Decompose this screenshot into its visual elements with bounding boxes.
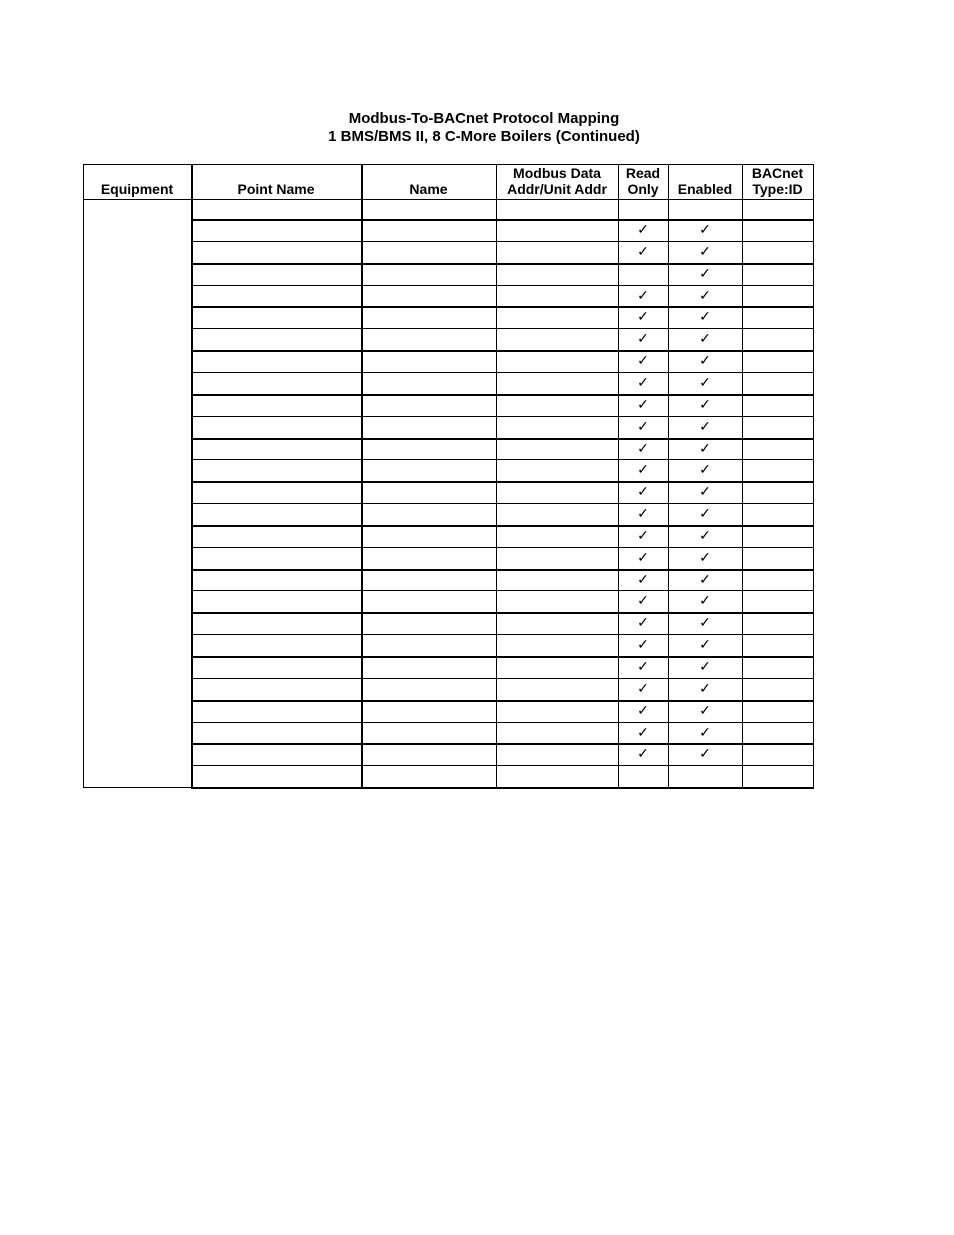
- header-read-line2: Only: [627, 181, 659, 197]
- read-only-check-icon: ✓: [637, 440, 649, 456]
- row-divider: [191, 634, 814, 635]
- read-only-check-icon: ✓: [637, 418, 649, 434]
- read-only-check-icon: ✓: [637, 396, 649, 412]
- read-only-check-icon: ✓: [637, 745, 649, 761]
- row-divider: [191, 459, 814, 460]
- enabled-check-icon: ✓: [699, 614, 711, 630]
- read-only-check-icon: ✓: [637, 287, 649, 303]
- read-only-check-icon: ✓: [637, 330, 649, 346]
- read-only-check-icon: ✓: [637, 308, 649, 324]
- read-only-check-icon: ✓: [637, 483, 649, 499]
- column-divider: [496, 164, 497, 788]
- read-only-check-icon: ✓: [637, 636, 649, 652]
- enabled-check-icon: ✓: [699, 702, 711, 718]
- header-name: Name: [409, 181, 448, 197]
- row-divider: [191, 372, 814, 373]
- read-only-check-icon: ✓: [637, 352, 649, 368]
- column-divider: [191, 164, 193, 788]
- page-subtitle: 1 BMS/BMS II, 8 C-More Boilers (Continued): [328, 128, 640, 145]
- read-only-check-icon: ✓: [637, 724, 649, 740]
- header-bacnet-line1: BACnet: [751, 165, 804, 181]
- mapping-table: [83, 164, 814, 788]
- row-divider: [191, 590, 814, 591]
- column-divider: [742, 164, 743, 788]
- header-modbus-line1: Modbus Data: [513, 165, 601, 181]
- read-only-check-icon: ✓: [637, 374, 649, 390]
- read-only-check-icon: ✓: [637, 221, 649, 237]
- column-divider: [361, 164, 363, 788]
- read-only-check-icon: ✓: [637, 614, 649, 630]
- enabled-check-icon: ✓: [699, 221, 711, 237]
- enabled-check-icon: ✓: [699, 440, 711, 456]
- enabled-check-icon: ✓: [699, 724, 711, 740]
- row-divider: [191, 285, 814, 286]
- read-only-check-icon: ✓: [637, 527, 649, 543]
- read-only-check-icon: ✓: [637, 461, 649, 477]
- header-read-line1: Read: [625, 165, 661, 181]
- header-modbus-line2: Addr/Unit Addr: [507, 181, 607, 197]
- read-only-check-icon: ✓: [637, 505, 649, 521]
- enabled-check-icon: ✓: [699, 636, 711, 652]
- enabled-check-icon: ✓: [699, 243, 711, 259]
- row-divider: [191, 503, 814, 504]
- row-divider: [191, 722, 814, 723]
- enabled-check-icon: ✓: [699, 571, 711, 587]
- enabled-check-icon: ✓: [699, 658, 711, 674]
- enabled-check-icon: ✓: [699, 308, 711, 324]
- enabled-check-icon: ✓: [699, 483, 711, 499]
- read-only-check-icon: ✓: [637, 680, 649, 696]
- row-divider: [191, 765, 814, 766]
- enabled-check-icon: ✓: [699, 745, 711, 761]
- row-divider: [191, 787, 814, 789]
- table-border-right: [813, 164, 814, 788]
- read-only-check-icon: ✓: [637, 592, 649, 608]
- read-only-check-icon: ✓: [637, 243, 649, 259]
- enabled-check-icon: ✓: [699, 330, 711, 346]
- header-bacnet-line2: Type:ID: [752, 181, 803, 197]
- enabled-check-icon: ✓: [699, 396, 711, 412]
- enabled-check-icon: ✓: [699, 592, 711, 608]
- table-border-left: [83, 164, 84, 788]
- enabled-check-icon: ✓: [699, 680, 711, 696]
- read-only-check-icon: ✓: [637, 702, 649, 718]
- row-divider: [191, 678, 814, 679]
- header-equipment: Equipment: [100, 181, 174, 197]
- row-divider: [191, 241, 814, 242]
- enabled-check-icon: ✓: [699, 374, 711, 390]
- enabled-check-icon: ✓: [699, 527, 711, 543]
- enabled-check-icon: ✓: [699, 505, 711, 521]
- enabled-check-icon: ✓: [699, 352, 711, 368]
- enabled-check-icon: ✓: [699, 418, 711, 434]
- read-only-check-icon: ✓: [637, 549, 649, 565]
- enabled-check-icon: ✓: [699, 461, 711, 477]
- enabled-check-icon: ✓: [699, 287, 711, 303]
- row-divider: [191, 547, 814, 548]
- header-enabled: Enabled: [677, 181, 733, 197]
- enabled-check-icon: ✓: [699, 549, 711, 565]
- read-only-check-icon: ✓: [637, 658, 649, 674]
- row-divider: [191, 416, 814, 417]
- enabled-check-icon: ✓: [699, 265, 711, 281]
- read-only-check-icon: ✓: [637, 571, 649, 587]
- header-point-name: Point Name: [237, 181, 315, 197]
- page-title: Modbus-To-BACnet Protocol Mapping: [348, 110, 620, 127]
- row-divider: [191, 328, 814, 329]
